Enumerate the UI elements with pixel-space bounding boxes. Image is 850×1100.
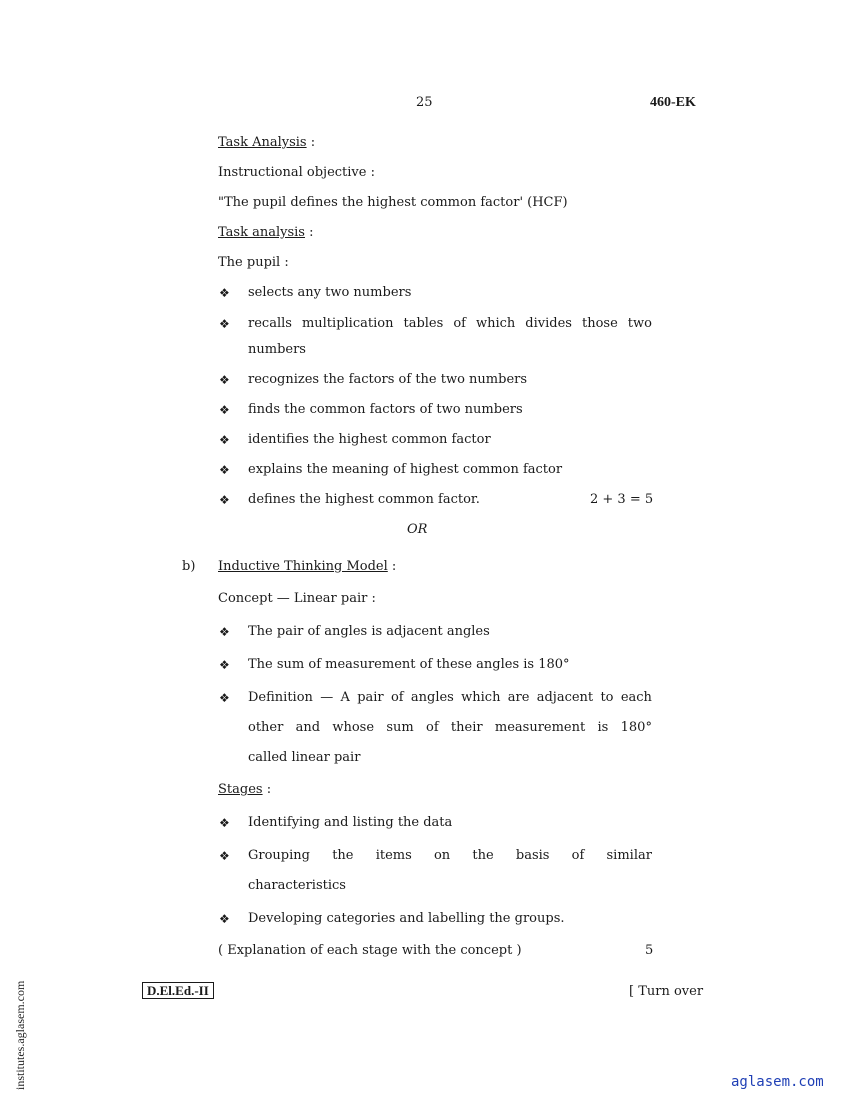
bullet-icon: ❖ (219, 658, 230, 672)
marks-part-b: 5 (645, 943, 654, 958)
bullet-icon: ❖ (219, 463, 230, 477)
bullet-icon: ❖ (219, 403, 230, 417)
list-item: finds the common factors of two numbers (248, 402, 523, 417)
the-pupil-label: The pupil : (218, 255, 289, 270)
list-item-continuation: other and whose sum of their measurement is 180° (248, 720, 652, 735)
list-item: recalls multiplication tables of which divides those two (248, 316, 652, 331)
list-item: The pair of angles is adjacent angles (248, 624, 490, 639)
list-item: recognizes the factors of the two numbers (248, 372, 528, 387)
site-link[interactable]: aglasem.com (731, 1074, 824, 1090)
side-watermark-url: institutes.aglasem.com (13, 980, 27, 1090)
paper-code: 460-EK (650, 95, 696, 110)
task-analysis-heading: Task Analysis : (218, 135, 316, 150)
inductive-thinking-heading: Inductive Thinking Model : (218, 559, 397, 574)
marks-part-a: 2 + 3 = 5 (590, 492, 654, 507)
list-item: defines the highest common factor. (248, 492, 480, 507)
bullet-icon: ❖ (219, 373, 230, 387)
objective-statement: "The pupil defines the highest common factor' (HCF) (218, 195, 568, 210)
list-item: selects any two numbers (248, 285, 412, 300)
list-item: Identifying and listing the data (248, 815, 453, 830)
bullet-icon: ❖ (219, 286, 230, 300)
list-item: The sum of measurement of these angles is 180° (248, 657, 570, 672)
or-divider: OR (407, 522, 428, 537)
bullet-icon: ❖ (219, 912, 230, 926)
list-item-continuation: characteristics (248, 878, 346, 893)
list-item-continuation: called linear pair (248, 750, 361, 765)
bullet-icon: ❖ (219, 433, 230, 447)
list-item: Grouping the items on the basis of similar (248, 848, 652, 863)
bullet-icon: ❖ (219, 493, 230, 507)
bullet-icon: ❖ (219, 317, 230, 331)
list-item: Developing categories and labelling the groups. (248, 911, 565, 926)
list-item-continuation: numbers (248, 342, 306, 357)
explanation-note: ( Explanation of each stage with the concept ) (218, 943, 522, 958)
course-code-box: D.El.Ed.-II (142, 983, 214, 999)
bullet-icon: ❖ (219, 849, 230, 863)
list-item: explains the meaning of highest common factor (248, 462, 563, 477)
list-item: Definition — A pair of angles which are adjacent to each (248, 690, 652, 705)
instructional-objective-label: Instructional objective : (218, 165, 375, 180)
task-analysis-subheading: Task analysis : (218, 225, 314, 240)
concept-label: Concept — Linear pair : (218, 591, 376, 606)
turn-over-label: [ Turn over (629, 984, 704, 999)
page-number: 25 (416, 95, 433, 110)
bullet-icon: ❖ (219, 691, 230, 705)
bullet-icon: ❖ (219, 625, 230, 639)
bullet-icon: ❖ (219, 816, 230, 830)
stages-heading: Stages : (218, 782, 272, 797)
part-b-label: b) (182, 559, 196, 574)
list-item: identifies the highest common factor (248, 432, 491, 447)
